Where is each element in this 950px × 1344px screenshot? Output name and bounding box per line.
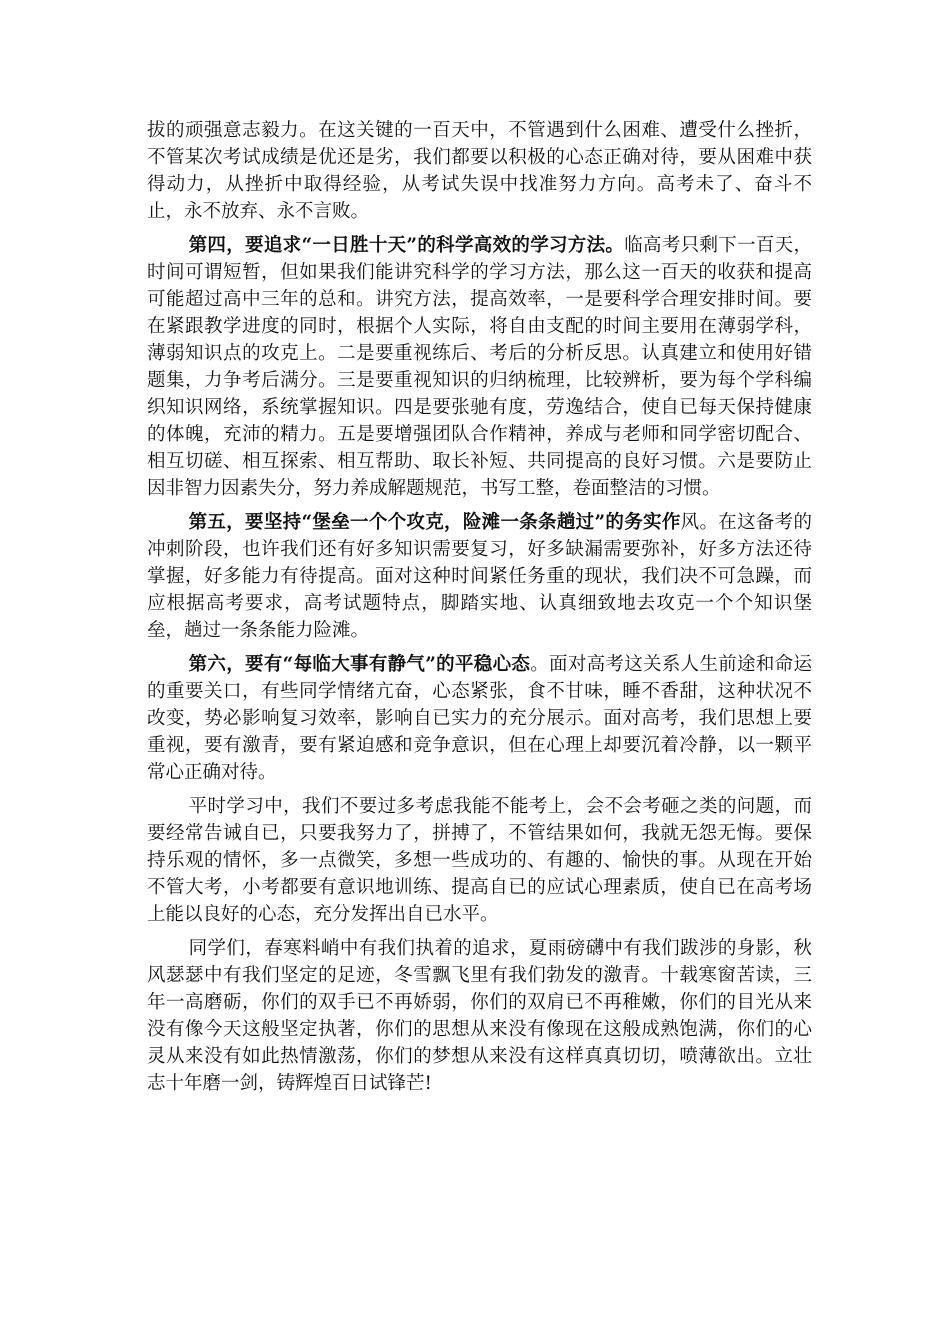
paragraph-text: 拔的顽强意志毅力。在这关键的一百天中，不管遇到什么困难、遭受什么挫折，不管某次考试成绩是优还是劣，我们都要以积极的心态正确对待，要从困难中获得动力，从挫折中取得经验，从考试失误中找准努力方向。高考未了、奋斗不止，永不放弃、永不言败。 bbox=[147, 120, 812, 222]
paragraph-heading: 第五，要坚持“堡垒一个个攻克，险滩一条条趟过”的务实作 bbox=[188, 512, 681, 533]
paragraph-text: 平时学习中，我们不要过多考虑我能不能考上，会不会考砸之类的问题，而要经常告诫自已，只要我努力了，拼搏了，不管结果如何，我就无怨无悔。要保持乐观的情怀，多一点微笑，多想一些成功的、有趣的、愉快的事。从现在开始不管大考，小考都要有意识地训练、提高自已的应试心理素质，使自已在高考场上能以良好的心态，充分发挥出自已水平。 bbox=[147, 796, 812, 925]
document-page bbox=[147, 117, 812, 1104]
paragraph-text: 同学们，春寒料峭中有我们执着的追求，夏雨磅礴中有我们跋涉的身影，秋风瑟瑟中有我们坚定的足迹，冬雪飘飞里有我们勃发的激青。十载寒窗苦读，三年一高磨砺，你们的双手已不再娇弱，你们的双肩已不再稚嫩，你们的目光从来没有像今天这般坚定执著，你们的思想从来没有像现在这般成熟饱满，你们的心灵从来没有如此热情激荡，你们的梦想从来没有这样真真切切，喷薄欲出。立壮志十年磨一剑，铸辉煌百日试锋芒! bbox=[147, 938, 812, 1094]
paragraph-calm-mindset bbox=[147, 651, 812, 786]
paragraph-text: 。面对高考这关系人生前途和命运的重要关口，有些同学情绪亢奋，心态紧张，食不甘味，睡不香甜，这种状况不改变，势必影响复习效率，影响自已实力的充分展示。面对高考，我们思想上要重视，要有激青，要有紧迫感和竞争意识，但在心理上却要沉着冷静，以一颗平常心正确对待。 bbox=[147, 654, 812, 783]
paragraph-practical-style bbox=[147, 509, 812, 644]
paragraph-text: 临高考只剩下一百天，时间可谓短暂，但如果我们能讲究科学的学习方法，那么这一百天的收获和提高可能超过高中三年的总和。讲究方法，提高效率，一是要科学合理安排时间。要在紧跟教学进度的同时，根据个人实际，将自由支配的时间主要用在薄弱学科，薄弱知识点的攻克上。二是要重视练后、考后的分析反思。认真建立和使用好错题集，力争考后满分。三是要重视知识的归纳梳理，比较辨析，要为每个学科编织知识网络，系统掌握知识。四是要张驰有度，劳逸结合，使自已每天保持健康的体魄，充沛的精力。五是要增强团队合作精神，养成与老师和同学密切配合、相互切磋、相互探索、相互帮助、取长补短、共同提高的良好习惯。六是要防止因非智力因素失分，努力养成解题规范，书写工整，卷面整洁的习惯。 bbox=[147, 235, 812, 499]
paragraph-closing bbox=[147, 935, 812, 1097]
paragraph-continuation bbox=[147, 117, 812, 225]
paragraph-study-method bbox=[147, 232, 812, 502]
paragraph-text: 风。在这备考的冲刺阶段，也许我们还有好多知识需要复习，好多缺漏需要弥补，好多方法还待掌握，好多能力有待提高。面对这种时间紧任务重的现状，我们决不可急躁，而应根据高考要求，高考试题特点，脚踏实地、认真细致地去攻克一个个知识堡垒，趟过一条条能力险滩。 bbox=[147, 512, 812, 641]
paragraph-heading: 第六，要有“每临大事有静气”的平稳心态 bbox=[188, 654, 531, 675]
paragraph-heading: 第四，要追求“一日胜十天”的科学高效的学习方法。 bbox=[188, 235, 625, 256]
paragraph-daily-study bbox=[147, 793, 812, 928]
